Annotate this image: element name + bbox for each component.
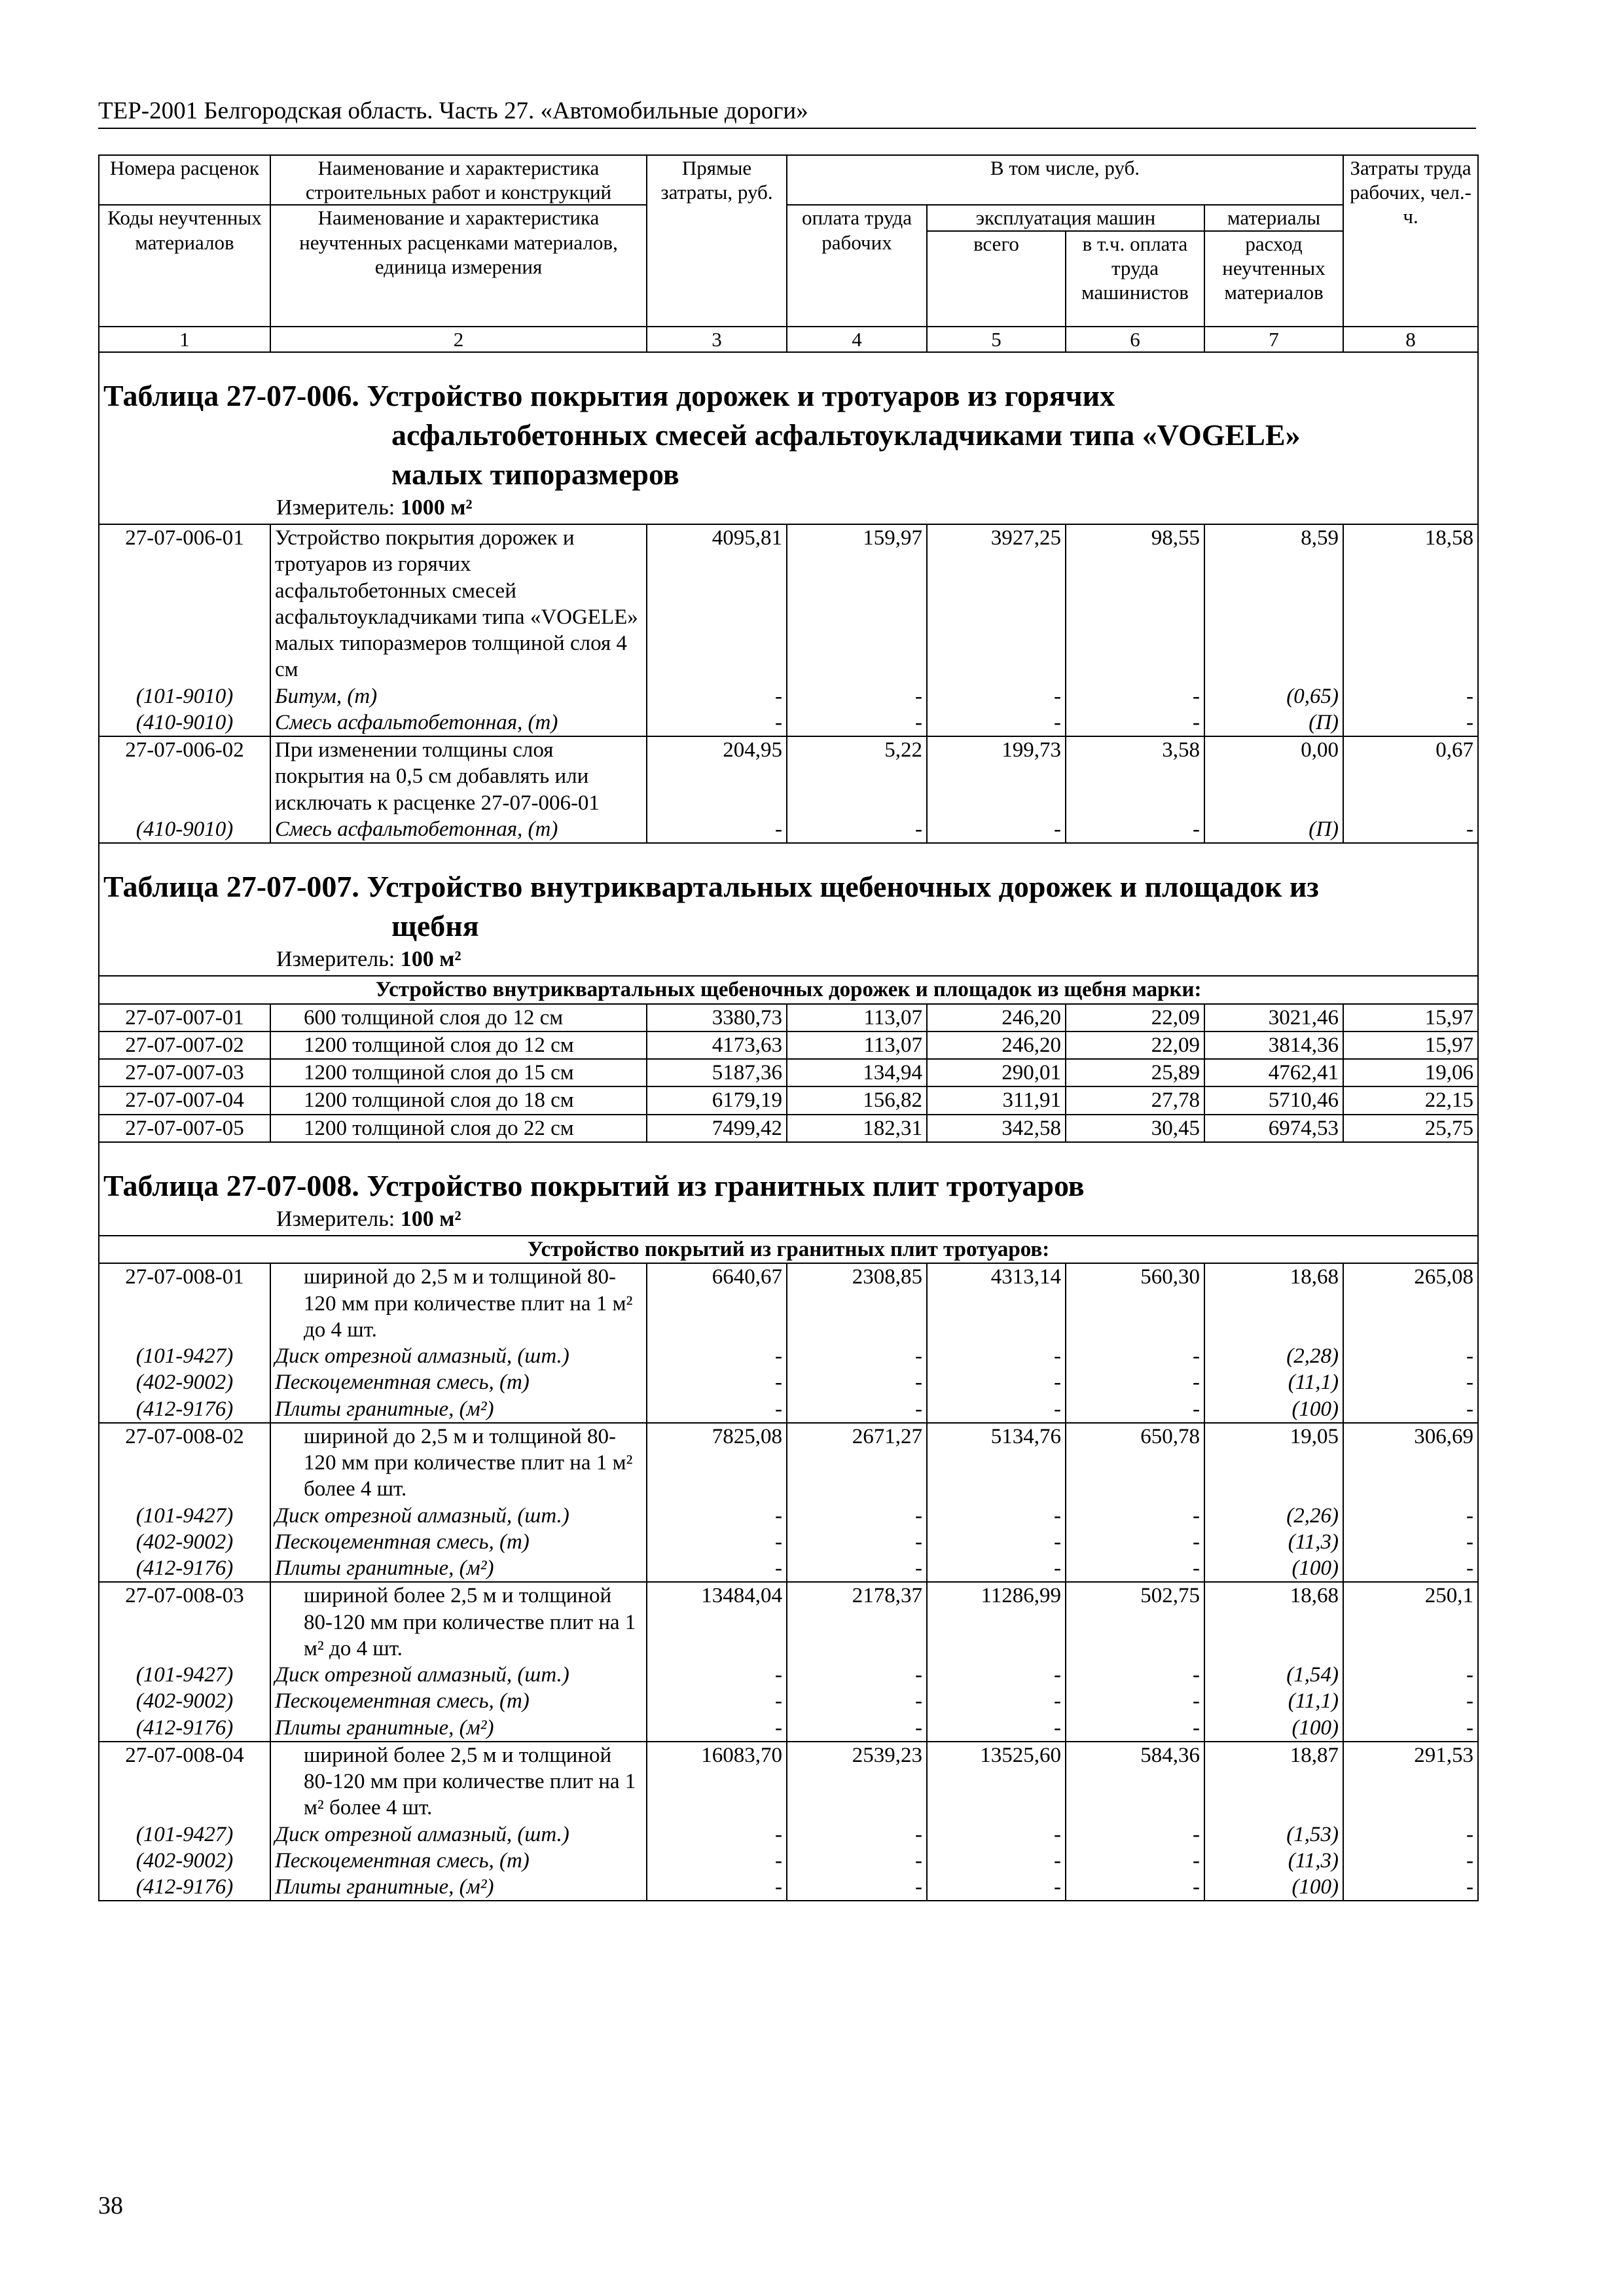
col4-header: оплата труда рабочих xyxy=(787,205,927,326)
dash: - xyxy=(927,1848,1066,1874)
dash: - xyxy=(787,816,927,843)
rate-name: Устройство покрытия дорожек и тротуаров из горячих асфальтобетонных смесей асфальтоукладчиками типа «VOGELE» малых типоразмеров толщиной слоя 4 см xyxy=(270,524,647,683)
value-materials: 6974,53 xyxy=(1204,1115,1343,1142)
material-name: Пескоцементная смесь, (т) xyxy=(270,1688,647,1714)
value-direct: 7499,42 xyxy=(647,1115,787,1142)
rate-code: 27-07-007-01 xyxy=(99,1004,270,1031)
material-amount: (100) xyxy=(1204,1396,1343,1423)
dash: - xyxy=(647,1821,787,1848)
table-row xyxy=(99,1004,1478,1031)
value-direct: 4095,81 xyxy=(647,524,787,683)
value-machinists: 560,30 xyxy=(1066,1263,1204,1343)
material-code: (101-9427) xyxy=(99,1821,270,1848)
material-code: (101-9427) xyxy=(99,1343,270,1369)
value-labor: 2308,85 xyxy=(787,1263,927,1343)
material-amount: (100) xyxy=(1204,1874,1343,1901)
material-row xyxy=(99,1396,1478,1423)
material-amount: (П) xyxy=(1204,709,1343,736)
rate-name: шириной до 2,5 м и толщиной 80-120 мм при количестве плит на 1 м² до 4 шт. xyxy=(270,1263,647,1343)
dash: - xyxy=(787,709,927,736)
value-machinists: 30,45 xyxy=(1066,1115,1204,1142)
value-labor-hours: 15,97 xyxy=(1343,1004,1478,1031)
section-title-line: щебня xyxy=(391,909,479,943)
rate-name: 1200 толщиной слоя до 18 см xyxy=(270,1086,647,1114)
material-row xyxy=(99,1503,1478,1529)
dash: - xyxy=(927,709,1066,736)
value-machines: 342,58 xyxy=(927,1115,1066,1142)
material-name: Диск отрезной алмазный, (шт.) xyxy=(270,1343,647,1369)
material-code: (101-9427) xyxy=(99,1662,270,1688)
material-amount: (100) xyxy=(1204,1715,1343,1742)
material-name: Плиты гранитные, (м²) xyxy=(270,1715,647,1742)
rate-code: 27-07-007-05 xyxy=(99,1115,270,1142)
value-labor-hours: 25,75 xyxy=(1343,1115,1478,1142)
material-code: (402-9002) xyxy=(99,1688,270,1714)
material-row xyxy=(99,816,1478,843)
dash: - xyxy=(647,1662,787,1688)
col2-header-bottom: Наименование и характеристика неучтенных расценками материалов, единица измерения xyxy=(270,205,647,326)
section-title-number: Таблица 27-07-006. xyxy=(103,379,359,413)
col-number: 1 xyxy=(99,327,270,353)
material-code: (101-9010) xyxy=(99,683,270,709)
rate-code: 27-07-007-03 xyxy=(99,1059,270,1086)
value-machinists: 98,55 xyxy=(1066,524,1204,683)
dash: - xyxy=(1066,1715,1204,1742)
dash: - xyxy=(1066,1874,1204,1901)
material-amount: (0,65) xyxy=(1204,683,1343,709)
dash: - xyxy=(1343,1848,1478,1874)
dash: - xyxy=(927,1715,1066,1742)
measure-value: 1000 м² xyxy=(400,495,473,520)
dash: - xyxy=(927,683,1066,709)
header-row-2 xyxy=(99,205,1478,230)
material-name: Плиты гранитные, (м²) xyxy=(270,1396,647,1423)
col2-header-top: Наименование и характеристика строительных работ и конструкций xyxy=(270,155,647,205)
material-code: (402-9002) xyxy=(99,1369,270,1395)
table-row xyxy=(99,524,1478,683)
group-header-row xyxy=(99,1236,1478,1263)
material-code: (402-9002) xyxy=(99,1529,270,1555)
material-name: Плиты гранитные, (м²) xyxy=(270,1555,647,1582)
page-number: 38 xyxy=(98,2192,123,2219)
material-code: (101-9427) xyxy=(99,1503,270,1529)
dash: - xyxy=(1343,683,1478,709)
dash: - xyxy=(1343,1343,1478,1369)
rate-code: 27-07-006-02 xyxy=(99,736,270,816)
col-number: 5 xyxy=(927,327,1066,353)
value-labor-hours: 291,53 xyxy=(1343,1742,1478,1821)
rate-code: 27-07-008-03 xyxy=(99,1582,270,1662)
section-title-number: Таблица 27-07-007. xyxy=(103,870,359,904)
dash: - xyxy=(1066,1821,1204,1848)
measure-row xyxy=(99,1206,1478,1236)
col7-header: расход неучтенных материалов xyxy=(1204,231,1343,327)
material-row xyxy=(99,1529,1478,1555)
material-code: (402-9002) xyxy=(99,1848,270,1874)
material-amount: (П) xyxy=(1204,816,1343,843)
dash: - xyxy=(927,1821,1066,1848)
material-name: Плиты гранитные, (м²) xyxy=(270,1874,647,1901)
dash: - xyxy=(787,1555,927,1582)
dash: - xyxy=(1343,1688,1478,1714)
value-labor: 159,97 xyxy=(787,524,927,683)
dash: - xyxy=(787,1821,927,1848)
dash: - xyxy=(1343,1503,1478,1529)
dash: - xyxy=(1343,1715,1478,1742)
value-materials: 18,68 xyxy=(1204,1263,1343,1343)
dash: - xyxy=(787,1369,927,1395)
dash: - xyxy=(647,1369,787,1395)
value-labor: 2671,27 xyxy=(787,1423,927,1503)
dash: - xyxy=(1066,1343,1204,1369)
table-row xyxy=(99,1059,1478,1086)
incl-header: В том числе, руб. xyxy=(787,155,1343,205)
value-labor-hours: 0,67 xyxy=(1343,736,1478,816)
material-row xyxy=(99,1715,1478,1742)
rate-code: 27-07-006-01 xyxy=(99,524,270,683)
col-number: 2 xyxy=(270,327,647,353)
dash: - xyxy=(787,1688,927,1714)
material-row xyxy=(99,1555,1478,1582)
material-name: Диск отрезной алмазный, (шт.) xyxy=(270,1821,647,1848)
dash: - xyxy=(647,1503,787,1529)
dash: - xyxy=(787,1848,927,1874)
table-row xyxy=(99,1423,1478,1503)
group-header: Устройство внутриквартальных щебеночных дорожек и площадок из щебня марки: xyxy=(99,976,1478,1003)
value-machinists: 584,36 xyxy=(1066,1742,1204,1821)
dash: - xyxy=(1066,1555,1204,1582)
dash: - xyxy=(1343,1529,1478,1555)
header-row-1 xyxy=(99,155,1478,205)
material-amount: (1,53) xyxy=(1204,1821,1343,1848)
section-title xyxy=(99,1142,1478,1206)
dash: - xyxy=(647,683,787,709)
material-code: (410-9010) xyxy=(99,816,270,843)
dash: - xyxy=(1343,1369,1478,1395)
dash: - xyxy=(1066,1529,1204,1555)
group-header: Устройство покрытий из гранитных плит тротуаров: xyxy=(99,1236,1478,1263)
machines-header: эксплуатация машин xyxy=(927,205,1204,230)
dash: - xyxy=(787,1529,927,1555)
page-header: ТЕР-2001 Белгородская область. Часть 27. «Автомобильные дороги» xyxy=(98,97,1476,129)
material-amount: (11,1) xyxy=(1204,1369,1343,1395)
material-row xyxy=(99,709,1478,736)
value-labor: 2539,23 xyxy=(787,1742,927,1821)
material-amount: (2,26) xyxy=(1204,1503,1343,1529)
material-row xyxy=(99,1821,1478,1848)
dash: - xyxy=(1066,816,1204,843)
measure-row xyxy=(99,494,1478,524)
section-title-row xyxy=(99,352,1478,493)
material-name: Пескоцементная смесь, (т) xyxy=(270,1848,647,1874)
material-name: Диск отрезной алмазный, (шт.) xyxy=(270,1503,647,1529)
measure-unit xyxy=(99,1206,1478,1236)
value-labor-hours: 265,08 xyxy=(1343,1263,1478,1343)
col1-header-top: Номера расценок xyxy=(99,155,270,205)
section-title-line: Устройство внутриквартальных щебеночных дорожек и площадок из xyxy=(367,870,1319,904)
value-direct: 5187,36 xyxy=(647,1059,787,1086)
materials-header: материалы xyxy=(1204,205,1343,230)
dash: - xyxy=(647,1529,787,1555)
section-title-line: Устройство покрытий из гранитных плит тротуаров xyxy=(367,1168,1085,1202)
col-number: 4 xyxy=(787,327,927,353)
value-labor: 156,82 xyxy=(787,1086,927,1114)
material-name: Битум, (т) xyxy=(270,683,647,709)
section-title-number: Таблица 27-07-008. xyxy=(103,1168,359,1202)
value-machinists: 22,09 xyxy=(1066,1031,1204,1059)
measure-value: 100 м² xyxy=(400,946,461,971)
value-labor-hours: 250,1 xyxy=(1343,1582,1478,1662)
value-labor: 2178,37 xyxy=(787,1582,927,1662)
value-machinists: 25,89 xyxy=(1066,1059,1204,1086)
dash: - xyxy=(1066,1396,1204,1423)
dash: - xyxy=(927,1396,1066,1423)
value-labor-hours: 15,97 xyxy=(1343,1031,1478,1059)
value-direct: 6640,67 xyxy=(647,1263,787,1343)
value-labor-hours: 18,58 xyxy=(1343,524,1478,683)
rate-code: 27-07-007-04 xyxy=(99,1086,270,1114)
value-machines: 13525,60 xyxy=(927,1742,1066,1821)
col3-header: Прямые затраты, руб. xyxy=(647,155,787,327)
dash: - xyxy=(787,1396,927,1423)
col6-header: в т.ч. оплата труда машинистов xyxy=(1066,231,1204,327)
value-machines: 246,20 xyxy=(927,1031,1066,1059)
group-header-row xyxy=(99,976,1478,1003)
dash: - xyxy=(647,816,787,843)
value-machines: 290,01 xyxy=(927,1059,1066,1086)
dash: - xyxy=(927,1688,1066,1714)
measure-value: 100 м² xyxy=(400,1206,461,1231)
measure-label: Измеритель: xyxy=(276,495,395,520)
col5-header: всего xyxy=(927,231,1066,327)
rate-code: 27-07-007-02 xyxy=(99,1031,270,1059)
rate-code: 27-07-008-01 xyxy=(99,1263,270,1343)
dash: - xyxy=(1343,1555,1478,1582)
dash: - xyxy=(1343,709,1478,736)
value-labor: 5,22 xyxy=(787,736,927,816)
dash: - xyxy=(1066,683,1204,709)
dash: - xyxy=(647,1343,787,1369)
material-row xyxy=(99,1688,1478,1714)
material-amount: (100) xyxy=(1204,1555,1343,1582)
measure-unit xyxy=(99,494,1478,524)
section-title-row xyxy=(99,843,1478,946)
value-direct: 6179,19 xyxy=(647,1086,787,1114)
section-title-line: асфальтобетонных смесей асфальтоукладчиками типа «VOGELE» xyxy=(391,418,1301,452)
value-labor: 182,31 xyxy=(787,1115,927,1142)
material-row xyxy=(99,683,1478,709)
material-amount: (2,28) xyxy=(1204,1343,1343,1369)
dash: - xyxy=(927,1662,1066,1688)
material-name: Смесь асфальтобетонная, (т) xyxy=(270,709,647,736)
material-code: (412-9176) xyxy=(99,1396,270,1423)
dash: - xyxy=(927,1529,1066,1555)
measure-label: Измеритель: xyxy=(276,1206,395,1231)
dash: - xyxy=(927,816,1066,843)
material-row xyxy=(99,1369,1478,1395)
value-machinists: 650,78 xyxy=(1066,1423,1204,1503)
dash: - xyxy=(787,1715,927,1742)
dash: - xyxy=(1343,816,1478,843)
dash: - xyxy=(647,1555,787,1582)
dash: - xyxy=(1066,1688,1204,1714)
value-machines: 246,20 xyxy=(927,1004,1066,1031)
rate-name: шириной более 2,5 м и толщиной 80-120 мм при количестве плит на 1 м² до 4 шт. xyxy=(270,1582,647,1662)
material-amount: (1,54) xyxy=(1204,1662,1343,1688)
table-row xyxy=(99,1031,1478,1059)
section-title-line: малых типоразмеров xyxy=(391,457,679,491)
material-name: Смесь асфальтобетонная, (т) xyxy=(270,816,647,843)
rate-name: 1200 толщиной слоя до 22 см xyxy=(270,1115,647,1142)
material-row xyxy=(99,1874,1478,1901)
section-title xyxy=(99,352,1478,493)
material-name: Пескоцементная смесь, (т) xyxy=(270,1529,647,1555)
dash: - xyxy=(787,1343,927,1369)
value-machines: 5134,76 xyxy=(927,1423,1066,1503)
value-machinists: 27,78 xyxy=(1066,1086,1204,1114)
dash: - xyxy=(1066,1369,1204,1395)
rate-name: 1200 толщиной слоя до 12 см xyxy=(270,1031,647,1059)
value-materials: 19,05 xyxy=(1204,1423,1343,1503)
material-row xyxy=(99,1662,1478,1688)
dash: - xyxy=(1343,1821,1478,1848)
dash: - xyxy=(927,1874,1066,1901)
material-name: Пескоцементная смесь, (т) xyxy=(270,1369,647,1395)
col-number: 8 xyxy=(1343,327,1478,353)
dash: - xyxy=(647,1715,787,1742)
dash: - xyxy=(647,1396,787,1423)
section-title-row xyxy=(99,1142,1478,1206)
material-row xyxy=(99,1343,1478,1369)
rate-name: 1200 толщиной слоя до 15 см xyxy=(270,1059,647,1086)
value-machinists: 22,09 xyxy=(1066,1004,1204,1031)
dash: - xyxy=(647,1848,787,1874)
measure-row xyxy=(99,946,1478,976)
col-number: 6 xyxy=(1066,327,1204,353)
dash: - xyxy=(1343,1396,1478,1423)
value-materials: 8,59 xyxy=(1204,524,1343,683)
measure-unit xyxy=(99,946,1478,976)
table-row xyxy=(99,1086,1478,1114)
material-code: (410-9010) xyxy=(99,709,270,736)
table-row xyxy=(99,1115,1478,1142)
rate-name: шириной до 2,5 м и толщиной 80-120 мм при количестве плит на 1 м² более 4 шт. xyxy=(270,1423,647,1503)
dash: - xyxy=(927,1503,1066,1529)
col-number: 3 xyxy=(647,327,787,353)
dash: - xyxy=(1066,709,1204,736)
dash: - xyxy=(787,683,927,709)
dash: - xyxy=(1343,1874,1478,1901)
value-labor: 134,94 xyxy=(787,1059,927,1086)
dash: - xyxy=(927,1343,1066,1369)
table-row xyxy=(99,1263,1478,1343)
dash: - xyxy=(1343,1662,1478,1688)
material-amount: (11,3) xyxy=(1204,1848,1343,1874)
value-machinists: 3,58 xyxy=(1066,736,1204,816)
value-direct: 7825,08 xyxy=(647,1423,787,1503)
rate-name: При изменении толщины слоя покрытия на 0,5 см добавлять или исключать к расценке 27-07-006-01 xyxy=(270,736,647,816)
material-name: Диск отрезной алмазный, (шт.) xyxy=(270,1662,647,1688)
material-code: (412-9176) xyxy=(99,1715,270,1742)
material-code: (412-9176) xyxy=(99,1874,270,1901)
dash: - xyxy=(787,1874,927,1901)
value-direct: 13484,04 xyxy=(647,1582,787,1662)
table-row xyxy=(99,1742,1478,1821)
value-materials: 5710,46 xyxy=(1204,1086,1343,1114)
dash: - xyxy=(787,1503,927,1529)
table-row xyxy=(99,736,1478,816)
dash: - xyxy=(1066,1503,1204,1529)
value-machines: 3927,25 xyxy=(927,524,1066,683)
value-materials: 18,68 xyxy=(1204,1582,1343,1662)
value-materials: 18,87 xyxy=(1204,1742,1343,1821)
dash: - xyxy=(647,1874,787,1901)
rate-name: шириной более 2,5 м и толщиной 80-120 мм при количестве плит на 1 м² более 4 шт. xyxy=(270,1742,647,1821)
dash: - xyxy=(1066,1662,1204,1688)
dash: - xyxy=(927,1555,1066,1582)
value-direct: 16083,70 xyxy=(647,1742,787,1821)
dash: - xyxy=(787,1662,927,1688)
measure-label: Измеритель: xyxy=(276,946,395,971)
material-row xyxy=(99,1848,1478,1874)
value-direct: 3380,73 xyxy=(647,1004,787,1031)
dash: - xyxy=(647,1688,787,1714)
material-amount: (11,3) xyxy=(1204,1529,1343,1555)
value-labor: 113,07 xyxy=(787,1031,927,1059)
section-title-line: Устройство покрытия дорожек и тротуаров из горячих xyxy=(367,379,1115,413)
value-labor-hours: 22,15 xyxy=(1343,1086,1478,1114)
material-code: (412-9176) xyxy=(99,1555,270,1582)
dash: - xyxy=(647,709,787,736)
value-labor: 113,07 xyxy=(787,1004,927,1031)
col1-header-bottom: Коды неучтенных материалов xyxy=(99,205,270,326)
material-amount: (11,1) xyxy=(1204,1688,1343,1714)
column-numbers-row xyxy=(99,327,1478,353)
col8-header: Затраты труда рабочих, чел.-ч. xyxy=(1343,155,1478,327)
rates-table xyxy=(98,154,1479,1901)
rate-code: 27-07-008-04 xyxy=(99,1742,270,1821)
value-machines: 311,91 xyxy=(927,1086,1066,1114)
section-title xyxy=(99,843,1478,946)
rate-code: 27-07-008-02 xyxy=(99,1423,270,1503)
dash: - xyxy=(927,1369,1066,1395)
value-materials: 0,00 xyxy=(1204,736,1343,816)
value-machines: 11286,99 xyxy=(927,1582,1066,1662)
dash: - xyxy=(1066,1848,1204,1874)
value-materials: 3814,36 xyxy=(1204,1031,1343,1059)
value-machinists: 502,75 xyxy=(1066,1582,1204,1662)
table-row xyxy=(99,1582,1478,1662)
value-direct: 4173,63 xyxy=(647,1031,787,1059)
value-materials: 4762,41 xyxy=(1204,1059,1343,1086)
value-machines: 199,73 xyxy=(927,736,1066,816)
col-number: 7 xyxy=(1204,327,1343,353)
value-labor-hours: 19,06 xyxy=(1343,1059,1478,1086)
rate-name: 600 толщиной слоя до 12 см xyxy=(270,1004,647,1031)
value-machines: 4313,14 xyxy=(927,1263,1066,1343)
value-materials: 3021,46 xyxy=(1204,1004,1343,1031)
value-labor-hours: 306,69 xyxy=(1343,1423,1478,1503)
value-direct: 204,95 xyxy=(647,736,787,816)
